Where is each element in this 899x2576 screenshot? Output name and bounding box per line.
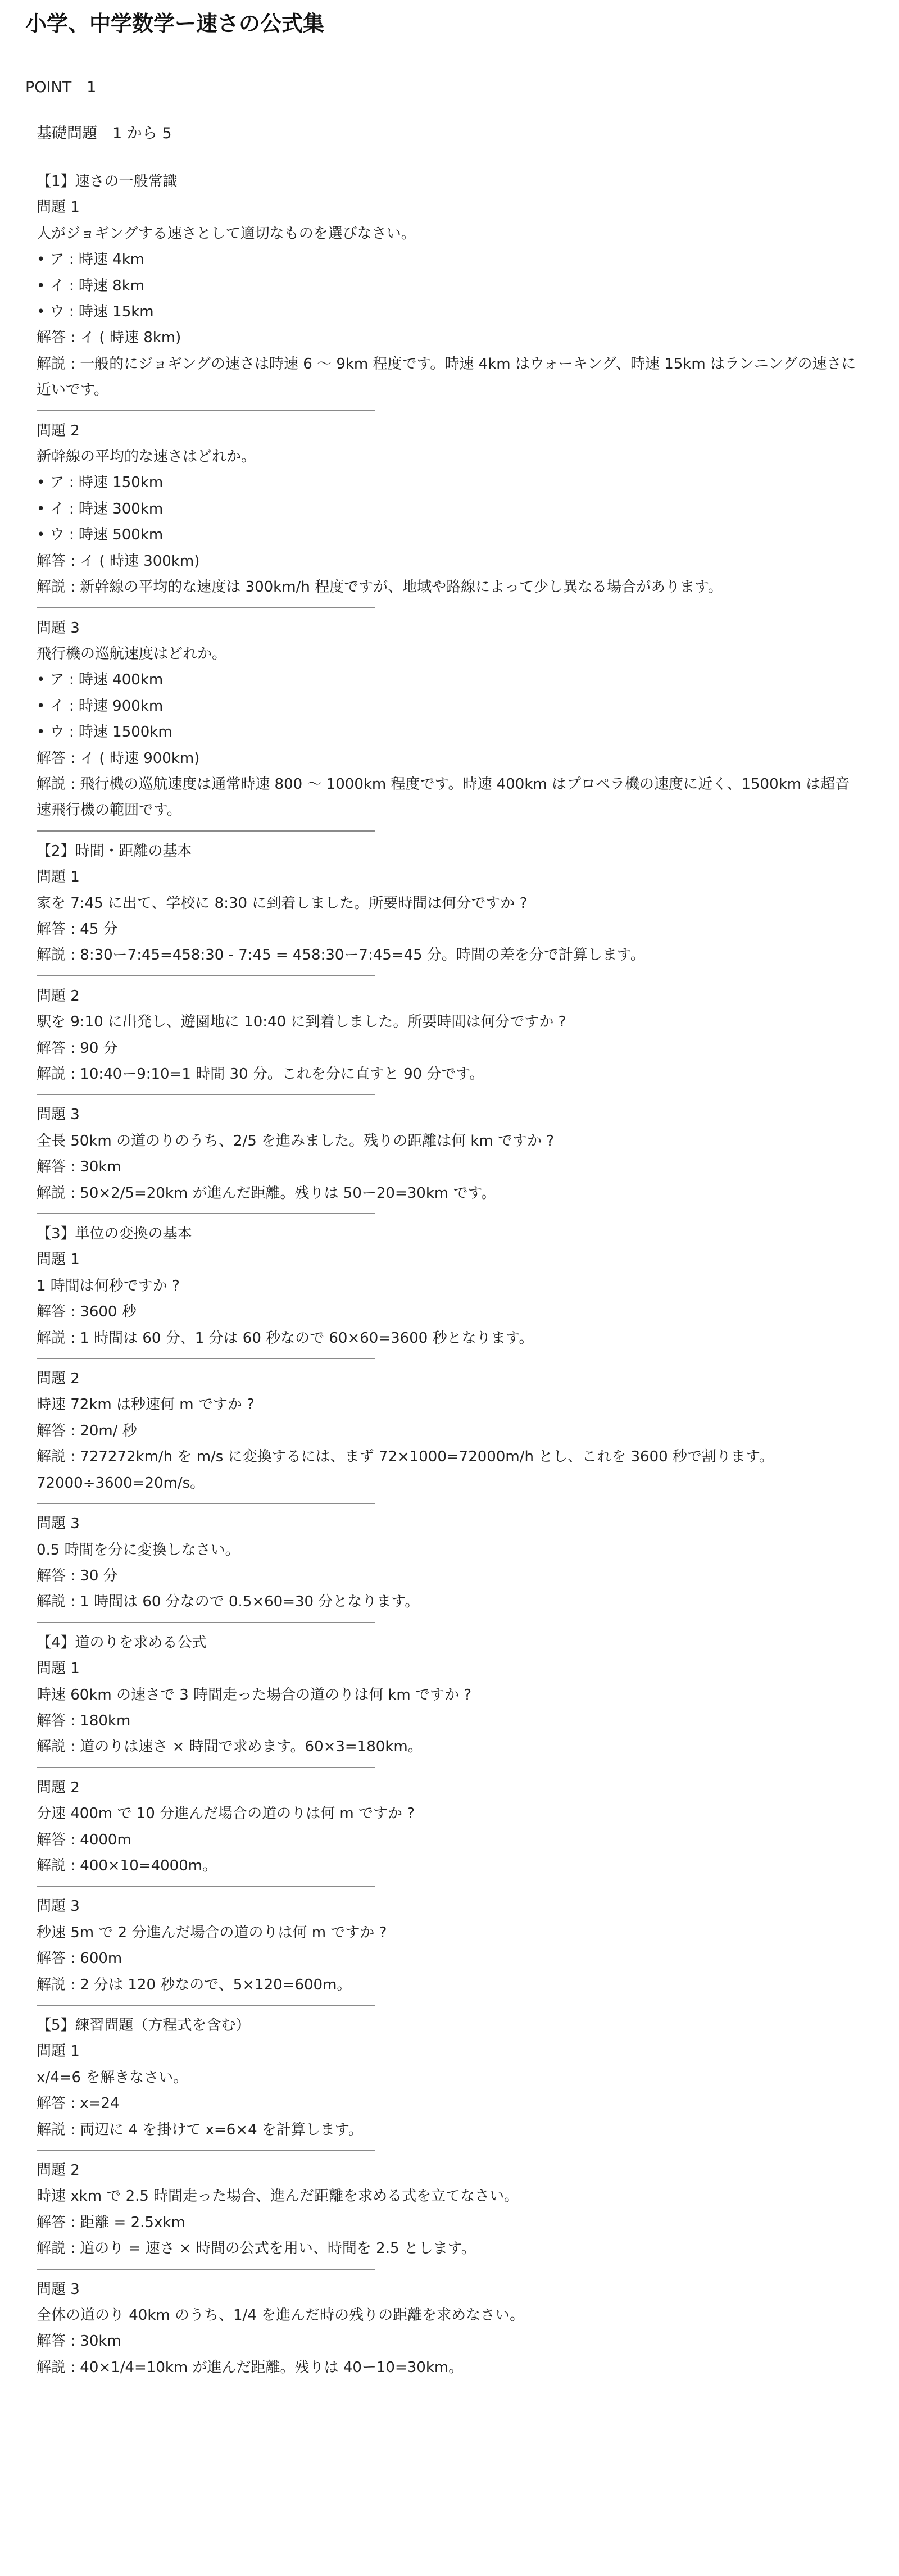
separator-line (37, 2150, 375, 2151)
problem-question: 全体の道のり 40km のうち、1/4 を進んだ時の残りの距離を求めなさい。 (37, 2307, 525, 2324)
problem-question: 新幹線の平均的な速さはどれか。 (37, 448, 256, 466)
problem-block (37, 1366, 874, 1496)
problem-label: 問題 2 (37, 422, 80, 439)
section-5 (37, 2012, 874, 2380)
problem-answer: 解答 : 4000m (37, 1831, 131, 1848)
problem-label: 問題 3 (37, 1898, 80, 1915)
point-label: POINT 1 (25, 79, 97, 96)
problem-answer: 解答 : 90 分 (37, 1039, 118, 1057)
choice-item: • ウ : 時速 1500km (37, 724, 172, 741)
problem-answer: 解答 : 45 分 (37, 920, 118, 938)
basic-problems-subtitle: 基礎問題 1 から 5 (37, 125, 172, 142)
problem-label: 問題 3 (37, 2280, 80, 2298)
problem-explanation: 解説 : 両辺に 4 を掛けて x=6×4 を計算します。 (37, 2121, 363, 2138)
problem-answer: 解答 : イ ( 時速 900km) (37, 749, 200, 767)
document-content (25, 122, 874, 2380)
choice-item: • イ : 時速 300km (37, 500, 164, 517)
problem-question: 0.5 時間を分に変換しなさい。 (37, 1541, 240, 1559)
section-heading: 【1】速さの一般常識 (37, 173, 178, 190)
problem-explanation: 解説 : 400×10=4000m。 (37, 1857, 217, 1874)
problem-block (37, 2157, 874, 2262)
problem-explanation: 解説 : 新幹線の平均的な速度は 300km/h 程度ですが、地域や路線によって少し異なる場合があります。 (37, 579, 723, 596)
problem-answer: 解答 : x=24 (37, 2095, 120, 2112)
problem-label: 問題 1 (37, 869, 80, 886)
problem-question: 分速 400m で 10 分進んだ場合の道のりは何 m ですか ? (37, 1805, 415, 1823)
separator-line (37, 975, 375, 976)
choice-item: • ア : 時速 4km (37, 251, 145, 269)
problem-block (37, 1893, 874, 1998)
problem-answer: 解答 : 距離 = 2.5xkm (37, 2214, 185, 2231)
problem-explanation: 解説 : 1 時間は 60 分、1 分は 60 秒なので 60×60=3600 秒となります。 (37, 1329, 534, 1347)
separator-line (37, 607, 375, 608)
problem-label: 問題 1 (37, 2043, 80, 2060)
problem-explanation: 解説 : 50×2/5=20km が進んだ距離。残りは 50ー20=30km です。 (37, 1184, 496, 1202)
problem-answer: 解答 : 30km (37, 1158, 121, 1176)
section-heading: 【4】道のりを求める公式 (37, 1634, 207, 1651)
problem-label: 問題 2 (37, 1779, 80, 1796)
problem-question: 時速 72km は秒速何 m ですか ? (37, 1396, 255, 1414)
problem-label: 問題 3 (37, 1106, 80, 1124)
separator-line (37, 2005, 375, 2006)
problem-block (37, 1247, 874, 1351)
problem-answer: 解答 : イ ( 時速 300km) (37, 552, 200, 570)
problem-question: 1 時間は何秒ですか ? (37, 1277, 180, 1294)
problem-block (37, 1511, 874, 1615)
section-heading: 【2】時間・距離の基本 (37, 842, 192, 860)
section-heading: 【5】練習問題（方程式を含む） (37, 2017, 251, 2034)
problem-block (37, 2038, 874, 2143)
problem-question: 駅を 9:10 に出発し、遊園地に 10:40 に到着しました。所要時間は何分ですか ? (37, 1014, 566, 1031)
problem-explanation: 解説 : 8:30ー7:45=458:30 - 7:45 = 458:30ー7:45=45 分。時間の差を分で計算します。 (37, 947, 645, 964)
section-heading: 【3】単位の変換の基本 (37, 1225, 192, 1243)
choice-item: • ウ : 時速 15km (37, 303, 154, 321)
problem-label: 問題 2 (37, 1370, 80, 1388)
problem-answer: 解答 : 30 分 (37, 1567, 118, 1584)
separator-line (37, 2269, 375, 2270)
problem-block (37, 194, 874, 403)
separator-line (37, 1358, 375, 1359)
problem-question: 時速 60km の速さで 3 時間走った場合の道のりは何 km ですか ? (37, 1686, 472, 1703)
problem-label: 問題 1 (37, 199, 80, 216)
problem-label: 問題 3 (37, 619, 80, 637)
problem-explanation: 解説 : 一般的にジョギングの速さは時速 6 〜 9km 程度です。時速 4km はウォーキング、時速 15km はランニングの速さに近いです。 (37, 355, 856, 399)
separator-line (37, 1886, 375, 1887)
problem-block (37, 418, 874, 601)
separator-line (37, 1767, 375, 1768)
problem-explanation: 解説 : 40×1/4=10km が進んだ距離。残りは 40ー10=30km。 (37, 2359, 464, 2376)
section-4 (37, 1630, 874, 2006)
problem-label: 問題 3 (37, 1515, 80, 1533)
problem-explanation: 解説 : 2 分は 120 秒なので、5×120=600m。 (37, 1976, 352, 1993)
problem-explanation: 解説 : 1 時間は 60 分なので 0.5×60=30 分となります。 (37, 1593, 420, 1611)
choice-item: • イ : 時速 900km (37, 697, 164, 715)
problem-answer: 解答 : 600m (37, 1950, 122, 1968)
problem-label: 問題 1 (37, 1660, 80, 1678)
problem-question: 全長 50km の道のりのうち、2/5 を進みました。残りの距離は何 km ですか ? (37, 1132, 555, 1150)
problem-answer: 解答 : 3600 秒 (37, 1303, 137, 1321)
problem-question: 秒速 5m で 2 分進んだ場合の道のりは何 m ですか ? (37, 1924, 387, 1941)
choice-item: • イ : 時速 8km (37, 277, 145, 294)
problem-explanation: 解説 : 10:40ー9:10=1 時間 30 分。これを分に直すと 90 分です。 (37, 1066, 484, 1083)
page-title: 小学、中学数学ー速さの公式集 (25, 11, 325, 36)
section-1 (37, 169, 874, 832)
problem-question: 人がジョギングする速さとして適切なものを選びなさい。 (37, 225, 416, 242)
problem-label: 問題 2 (37, 2162, 80, 2179)
problem-block (37, 864, 874, 969)
problem-label: 問題 1 (37, 1251, 80, 1269)
problem-block (37, 1656, 874, 1760)
separator-line (37, 1503, 375, 1504)
problem-block (37, 1102, 874, 1206)
problem-block (37, 2277, 874, 2381)
separator-line (37, 1094, 375, 1095)
problem-block (37, 1775, 874, 1879)
problem-explanation: 解説 : 飛行機の巡航速度は通常時速 800 〜 1000km 程度です。時速 400km はプロペラ機の速度に近く、1500km は超音速飛行機の範囲です。 (37, 775, 850, 819)
problem-answer: 解答 : 30km (37, 2333, 121, 2350)
problem-explanation: 解説 : 道のりは速さ × 時間で求めます。60×3=180km。 (37, 1738, 423, 1756)
section-2 (37, 838, 874, 1214)
separator-line (37, 1622, 375, 1623)
problem-answer: 解答 : 20m/ 秒 (37, 1422, 137, 1439)
separator-line (37, 410, 375, 411)
problem-label: 問題 2 (37, 987, 80, 1005)
problem-answer: 解答 : 180km (37, 1712, 131, 1729)
problem-explanation: 解説 : 727272km/h を m/s に変換するには、まず 72×1000=72000m/h とし、これを 3600 秒で割ります。72000÷3600=20m/s。 (37, 1448, 774, 1492)
choice-item: • ア : 時速 150km (37, 474, 164, 492)
problem-question: 家を 7:45 に出て、学校に 8:30 に到着しました。所要時間は何分ですか ? (37, 894, 528, 912)
separator-line (37, 1213, 375, 1214)
choice-item: • ア : 時速 400km (37, 671, 164, 689)
problem-block (37, 983, 874, 1088)
problem-question: x/4=6 を解きなさい。 (37, 2069, 188, 2086)
problem-explanation: 解説 : 道のり = 速さ × 時間の公式を用い、時間を 2.5 とします。 (37, 2240, 476, 2257)
problem-answer: 解答 : イ ( 時速 8km) (37, 329, 181, 347)
separator-line (37, 830, 375, 832)
section-3 (37, 1221, 874, 1623)
choice-item: • ウ : 時速 500km (37, 526, 164, 544)
problem-question: 時速 xkm で 2.5 時間走った場合、進んだ距離を求める式を立てなさい。 (37, 2188, 519, 2205)
problem-block (37, 615, 874, 824)
problem-question: 飛行機の巡航速度はどれか。 (37, 645, 227, 662)
